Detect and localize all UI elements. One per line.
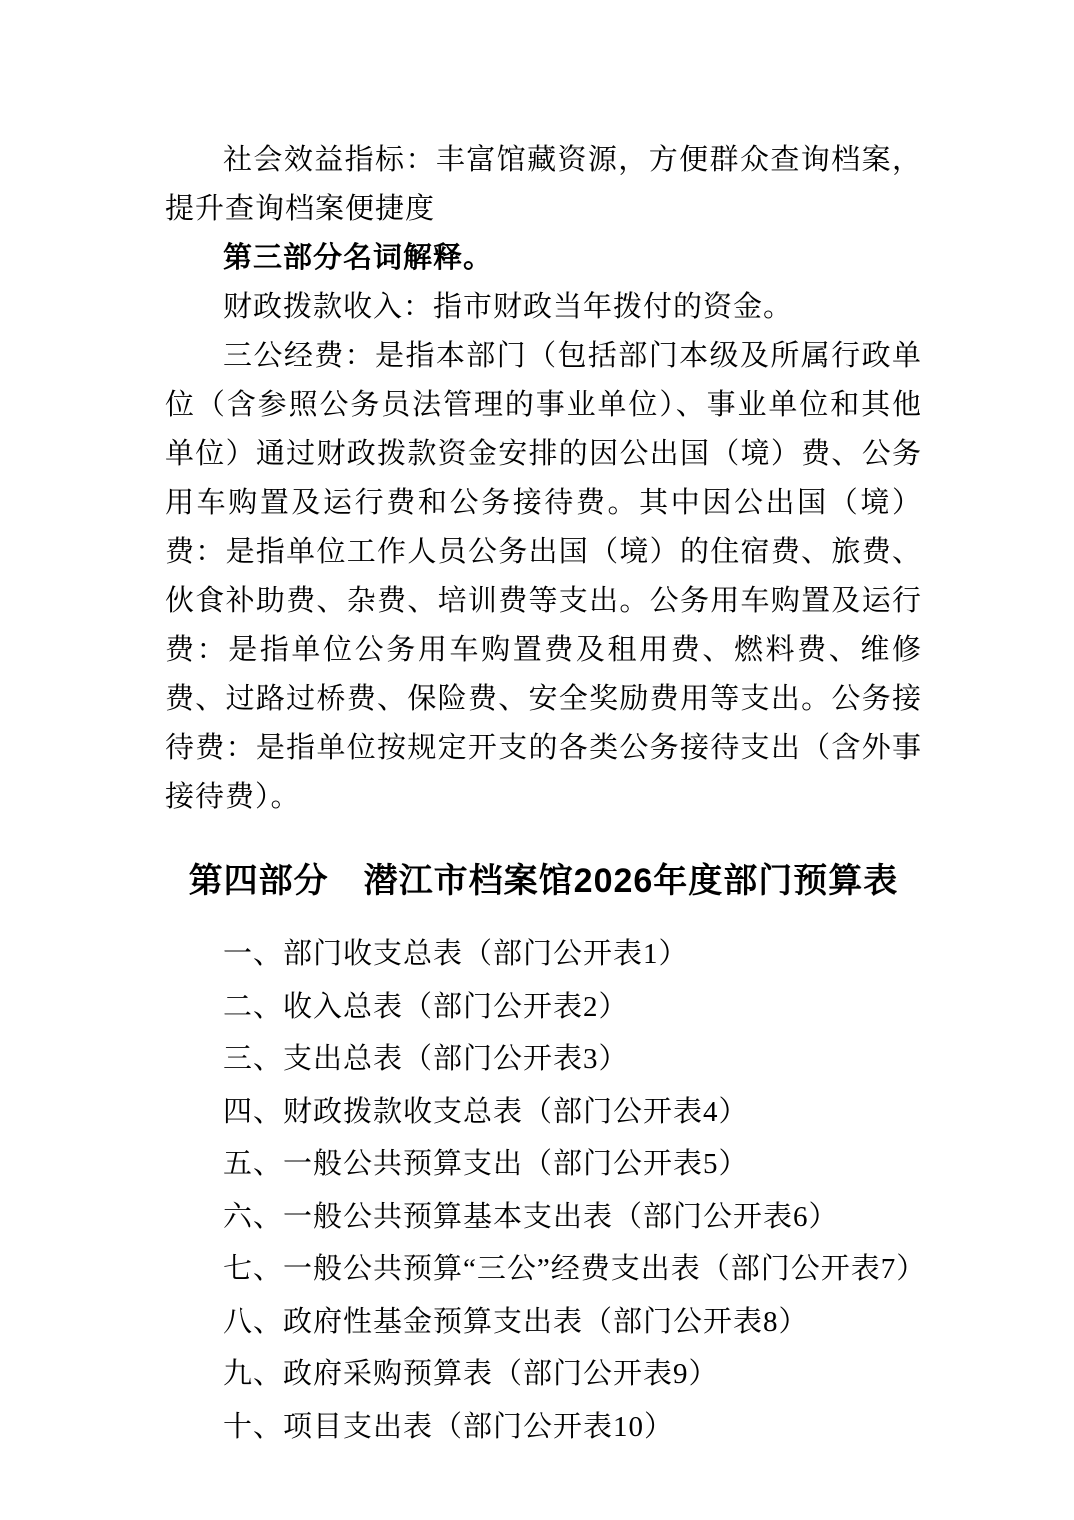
budget-table-list bbox=[165, 928, 927, 1453]
section-heading-part4: 第四部分 潜江市档案馆2026年度部门预算表 bbox=[188, 862, 899, 900]
paragraph-social-benefit-indicator: 社会效益指标：丰富馆藏资源，方便群众查询档案，提升查询档案便捷度 bbox=[165, 144, 922, 225]
list-item-table6: 六、一般公共预算基本支出表（部门公开表6） bbox=[223, 1200, 839, 1233]
subheading-part3-glossary: 第三部分名词解释。 bbox=[223, 242, 494, 274]
list-item-table1: 一、部门收支总表（部门公开表1） bbox=[223, 938, 689, 970]
list-item-table2: 二、收入总表（部门公开表2） bbox=[223, 990, 629, 1023]
list-item-table8: 八、政府性基金预算支出表（部门公开表8） bbox=[223, 1305, 809, 1338]
list-item-table5: 五、一般公共预算支出（部门公开表5） bbox=[223, 1148, 749, 1180]
list-item-table3: 三、支出总表（部门公开表3） bbox=[223, 1043, 629, 1075]
paragraph-fiscal-appropriation-income: 财政拨款收入：指市财政当年拨付的资金。 bbox=[223, 291, 794, 323]
list-item-table9: 九、政府采购预算表（部门公开表9） bbox=[223, 1358, 719, 1390]
list-item-table10: 十、项目支出表（部门公开表10） bbox=[223, 1410, 675, 1443]
paragraph-three-public-expenses: 三公经费：是指本部门（包括部门本级及所属行政单位（含参照公务员法管理的事业单位）、事业单位和其他单位）通过财政拨款资金安排的因公出国（境）费、公务用车购置及运行费和公务接待费。其中因公出国（境）费：是指单位工作人员公务出国（境）的住宿费、旅费、伙食补助费、杂费、培训费等支出。公务用车购置及运行费：是指单位公务用车购置费及租用费、燃料费、维修费、过路过桥费、保险费、安全奖励费用等支出。公务接待费：是指单位按规定开支的各类公务接待支出（含外事接待费）。 bbox=[165, 340, 922, 813]
list-item-table4: 四、财政拨款收支总表（部门公开表4） bbox=[223, 1095, 749, 1128]
list-item-table7: 七、一般公共预算“三公”经费支出表（部门公开表7） bbox=[223, 1253, 927, 1285]
